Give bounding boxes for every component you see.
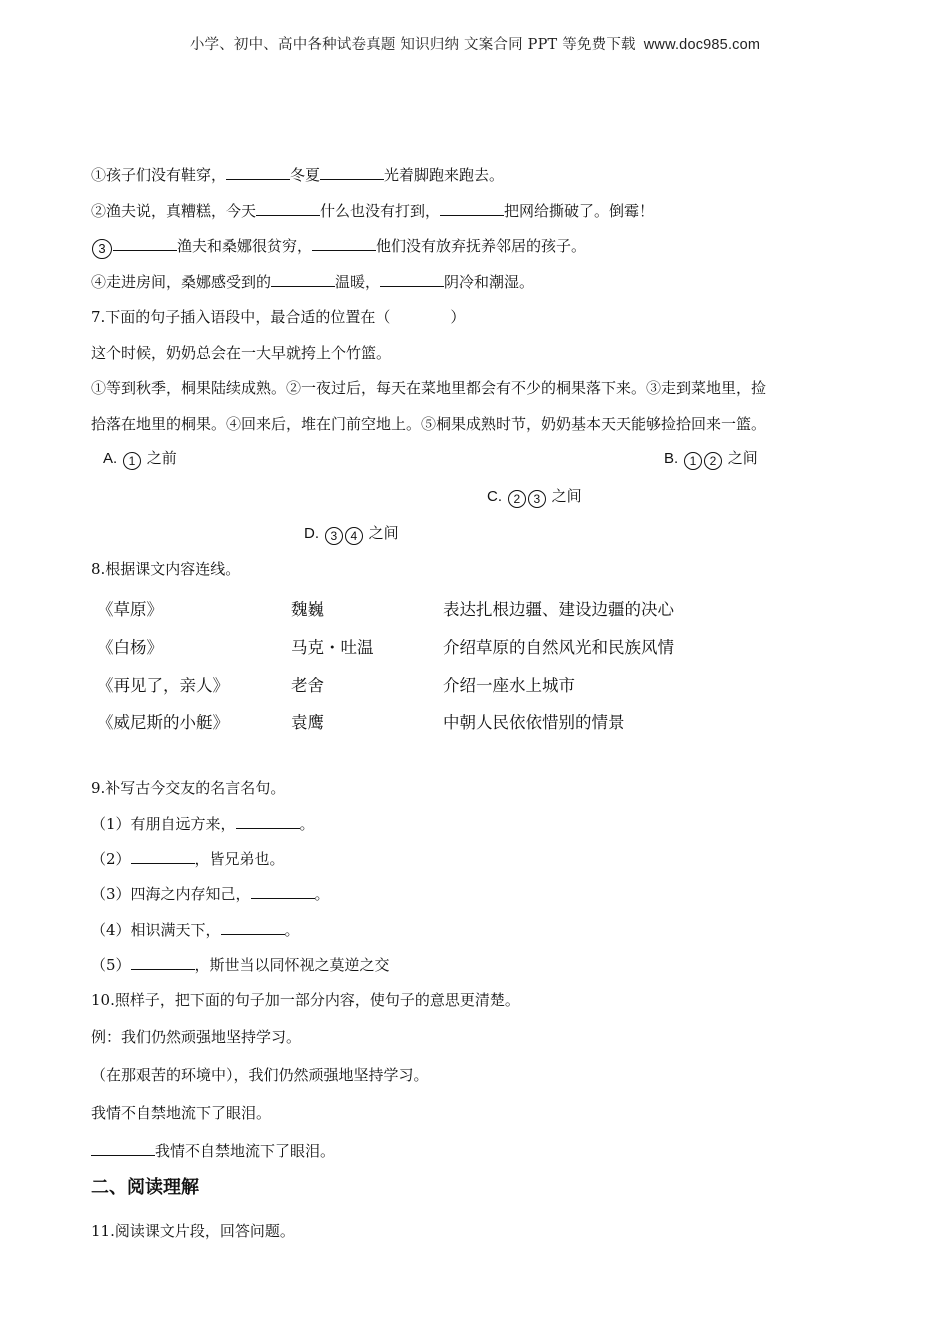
fill-blank[interactable] xyxy=(221,920,285,935)
fill-blank[interactable] xyxy=(440,201,504,216)
q9-item-4: （4）相识满天下， 。 xyxy=(91,921,300,939)
q6-sentence-1: ①孩子们没有鞋穿， 冬夏 光着脚跑来跑去。 xyxy=(91,166,505,184)
q7-stem: 7.下面的句子插入语段中，最合适的位置在（ ） xyxy=(91,308,466,326)
fill-blank[interactable] xyxy=(236,814,300,829)
fill-blank[interactable] xyxy=(131,955,195,970)
circled-number: 3 xyxy=(92,239,112,259)
q10-stem: 10.照样子，把下面的句子加一部分内容，使句子的意思更清楚。 xyxy=(91,991,520,1009)
q6-sentence-4: ④走进房间，桑娜感受到的 温暖， 阴冷和潮湿。 xyxy=(91,273,535,291)
q10-question: 我情不自禁地流下了眼泪。 xyxy=(91,1104,272,1122)
header-url: www.doc985.com xyxy=(643,37,761,53)
match-description[interactable]: 中朝人民依依惜别的情景 xyxy=(443,713,625,732)
circled-number: 2 xyxy=(704,452,722,470)
q10-answer-line: 我情不自禁地流下了眼泪。 xyxy=(91,1140,335,1161)
q9-item-1: （1）有朋自远方来， 。 xyxy=(91,815,315,833)
q6-sentence-2: ②渔夫说，真糟糕，今天 什么也没有打到， 把网给撕破了。倒霉！ xyxy=(91,202,655,220)
match-row xyxy=(91,709,791,733)
match-title[interactable]: 《草原》 xyxy=(97,600,163,619)
match-title[interactable]: 《再见了，亲人》 xyxy=(97,676,229,695)
circled-number: 1 xyxy=(123,452,141,470)
header-text: 小学、初中、高中各种试卷真题 知识归纳 文案合同 PPT 等免费下载 xyxy=(189,37,636,53)
q9-item-2: （2） ，皆兄弟也。 xyxy=(91,850,285,868)
q10-example: 例：我们仍然顽强地坚持学习。 xyxy=(91,1028,302,1046)
match-description[interactable]: 介绍一座水上城市 xyxy=(443,676,575,695)
circled-number: 3 xyxy=(528,490,546,508)
match-row xyxy=(91,596,791,620)
option-b[interactable]: B. 1 2 之间 xyxy=(664,449,758,468)
match-author[interactable]: 魏巍 xyxy=(291,600,324,619)
option-a[interactable]: A. 1 之前 xyxy=(103,449,177,468)
fill-blank[interactable] xyxy=(312,236,376,251)
match-description[interactable]: 表达扎根边疆、建设边疆的决心 xyxy=(443,600,674,619)
fill-blank[interactable] xyxy=(91,1141,155,1156)
q7-paragraph-line-1: ①等到秋季，桐果陆续成熟。②一夜过后，每天在菜地里都会有不少的桐果落下来。③走到菜地里，捡 xyxy=(91,379,767,397)
circled-number: 1 xyxy=(684,452,702,470)
match-row xyxy=(91,634,791,658)
circled-number: 3 xyxy=(325,527,343,545)
q8-stem: 8.根据课文内容连线。 xyxy=(91,560,241,578)
circled-number: 2 xyxy=(508,490,526,508)
option-c[interactable]: C. 2 3 之间 xyxy=(487,487,582,506)
q9-stem: 9.补写古今交友的名言名句。 xyxy=(91,779,286,797)
fill-blank[interactable] xyxy=(256,201,320,216)
fill-blank[interactable] xyxy=(113,236,177,251)
match-title[interactable]: 《威尼斯的小艇》 xyxy=(97,713,229,732)
fill-blank[interactable] xyxy=(131,849,195,864)
circled-number: 4 xyxy=(345,527,363,545)
match-description[interactable]: 介绍草原的自然风光和民族风情 xyxy=(443,638,674,657)
option-d[interactable]: D. 3 4 之间 xyxy=(304,524,399,543)
match-author[interactable]: 袁鹰 xyxy=(291,713,324,732)
fill-blank[interactable] xyxy=(380,272,444,287)
q9-item-5: （5） ，斯世当以同怀视之莫逆之交 xyxy=(91,956,390,974)
q10-example-answer: （在那艰苦的环境中），我们仍然顽强地坚持学习。 xyxy=(91,1066,429,1084)
fill-blank[interactable] xyxy=(271,272,335,287)
q6-sentence-3: 3 渔夫和桑娜很贫穷， 他们没有放弃抚养邻居的孩子。 xyxy=(91,235,586,259)
q7-insert-sentence: 这个时候，奶奶总会在一大早就挎上个竹篮。 xyxy=(91,344,392,362)
fill-blank[interactable] xyxy=(320,165,384,180)
q11-stem: 11.阅读课文片段，回答问题。 xyxy=(91,1222,295,1240)
fill-blank[interactable] xyxy=(226,165,290,180)
match-author[interactable]: 马克・吐温 xyxy=(291,638,374,657)
q7-paragraph-line-2: 拾落在地里的桐果。④回来后，堆在门前空地上。⑤桐果成熟时节，奶奶基本天天能够捡拾回来一篮。 xyxy=(91,415,767,433)
q9-item-3: （3）四海之内存知己， 。 xyxy=(91,885,330,903)
match-row xyxy=(91,672,791,696)
section-heading: 二、阅读理解 xyxy=(91,1177,199,1198)
page-header xyxy=(0,33,950,54)
match-author[interactable]: 老舍 xyxy=(291,676,324,695)
fill-blank[interactable] xyxy=(251,884,315,899)
match-title[interactable]: 《白杨》 xyxy=(97,638,163,657)
